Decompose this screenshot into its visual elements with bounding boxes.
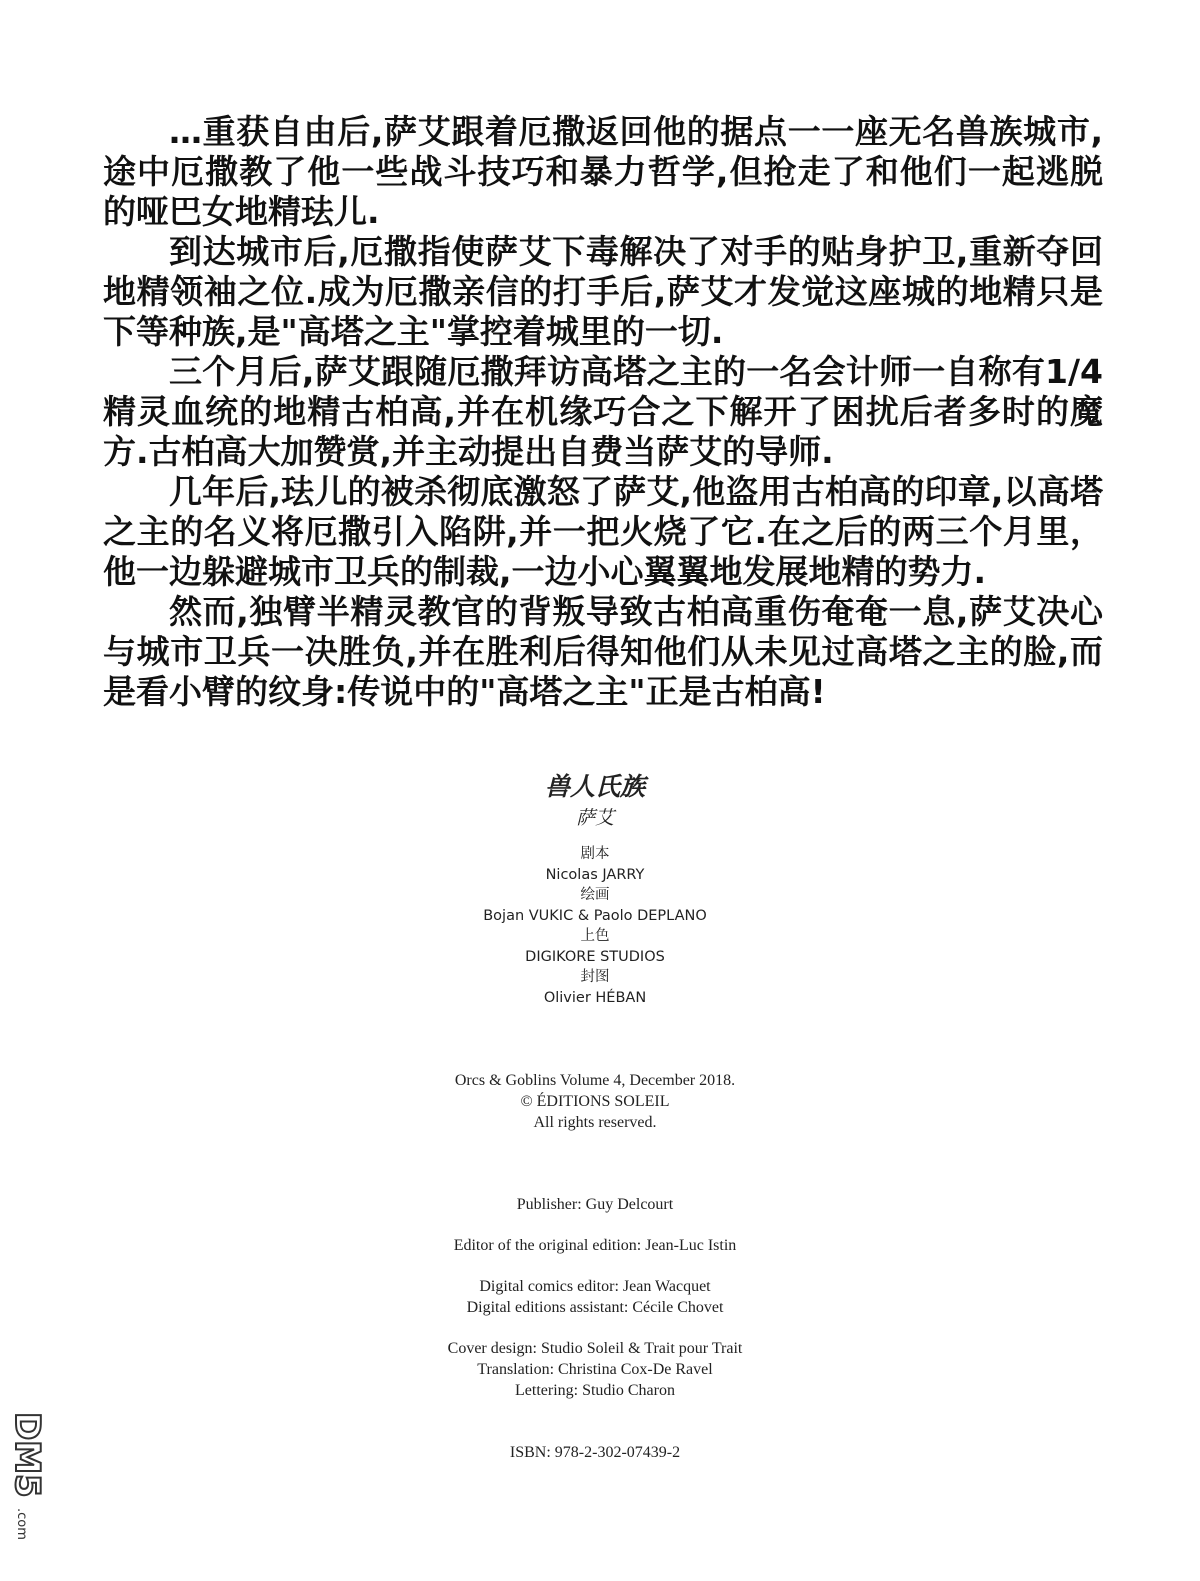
publisher-line: Publisher: Guy Delcourt — [516, 1196, 674, 1213]
art-label: 绘画 — [580, 887, 610, 903]
color-label: 上色 — [580, 928, 610, 944]
lettering-line: Lettering: Studio Charon — [515, 1382, 675, 1399]
color-name: DIGIKORE STUDIOS — [525, 948, 665, 965]
edition-line: Orcs & Goblins Volume 4, December 2018. — [454, 1072, 736, 1089]
script-label: 剧本 — [580, 846, 610, 862]
summary-paragraph: …重获自由后,萨艾跟着厄撒返回他的据点一一座无名兽族城市,途中厄撒教了他一些战斗技巧和暴力哲学,但抢走了和他们一起逃脱的哑巴女地精珐儿. — [103, 112, 1103, 231]
summary-paragraph: 三个月后,萨艾跟随厄撒拜访高塔之主的一名会计师一自称有1/4精灵血统的地精古柏高,并在机缘巧合之下解开了困扰后者多时的魔方.古柏高大加赞赏,并主动提出自费当萨艾的导师. — [103, 352, 1103, 471]
digital-editor-line: Digital comics editor: Jean Wacquet — [479, 1278, 711, 1295]
cover-design-line: Cover design: Studio Soleil & Trait pour Trait — [447, 1340, 743, 1357]
watermark-logo — [8, 1410, 58, 1560]
legal-block — [345, 1070, 845, 1463]
svg-text:DM5: DM5 — [8, 1412, 47, 1498]
book-subtitle: 萨艾 — [575, 807, 614, 829]
cover-name: Olivier HÉBAN — [543, 989, 647, 1006]
summary-paragraph: 然而,独臂半精灵教官的背叛导致古柏高重伤奄奄一息,萨艾决心与城市卫兵一决胜负,并在胜利后得知他们从未见过高塔之主的脸,而是看小臂的纹身:传说中的"高塔之主"正是古柏高! — [103, 592, 1103, 711]
svg-text:.com: .com — [14, 1508, 29, 1540]
book-title: 兽人氏族 — [544, 772, 645, 801]
digital-assistant-line: Digital editions assistant: Cécile Chovet — [466, 1299, 724, 1316]
summary-paragraph: 几年后,珐儿的被杀彻底激怒了萨艾,他盗用古柏高的印章,以高塔之主的名义将厄撒引入陷阱,并一把火烧了它.在之后的两三个月里，他一边躲避城市卫兵的制裁,一边小心翼翼地发展地精的势力. — [103, 472, 1103, 591]
cover-label: 封图 — [580, 969, 610, 985]
copyright-line: © ÉDITIONS SOLEIL — [520, 1093, 670, 1110]
credits-block — [395, 770, 795, 1008]
editor-line: Editor of the original edition: Jean-Luc Istin — [453, 1237, 737, 1254]
translation-line: Translation: Christina Cox-De Ravel — [477, 1361, 713, 1378]
isbn-line: ISBN: 978-2-302-07439-2 — [509, 1444, 681, 1461]
summary-paragraph: 到达城市后,厄撒指使萨艾下毒解决了对手的贴身护卫,重新夺回地精领袖之位.成为厄撒亲信的打手后,萨艾才发觉这座城的地精只是下等种族,是"高塔之主"掌控着城里的一切. — [103, 232, 1103, 351]
story-summary — [103, 112, 1103, 712]
script-name: Nicolas JARRY — [545, 866, 645, 883]
rights-line: All rights reserved. — [533, 1114, 657, 1131]
dm5-logo-icon — [8, 1410, 58, 1560]
art-name: Bojan VUKIC & Paolo DEPLANO — [483, 907, 707, 924]
